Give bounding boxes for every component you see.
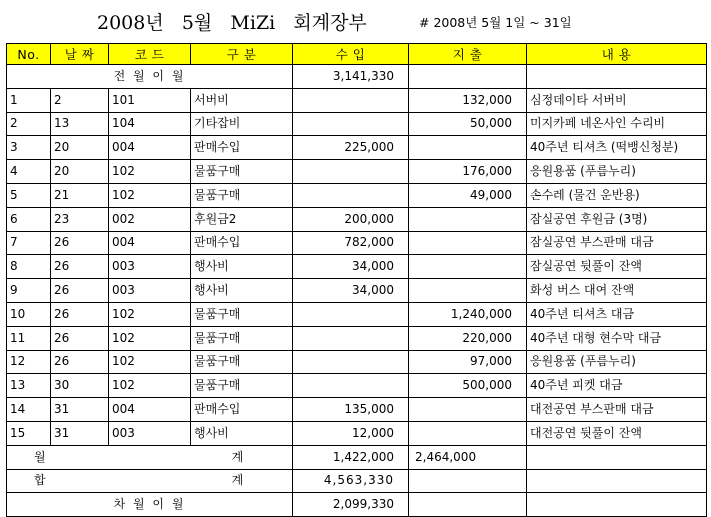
row-content: 잠실공연 뒷풀이 잔액 bbox=[527, 255, 707, 279]
row-category: 후원금2 bbox=[191, 207, 293, 231]
header-code: 코 드 bbox=[109, 44, 191, 65]
row-category: 기타잡비 bbox=[191, 112, 293, 136]
row-expense: 1,240,000 bbox=[409, 302, 527, 326]
header-category: 구 분 bbox=[191, 44, 293, 65]
row-no: 4 bbox=[7, 160, 51, 184]
row-category: 행사비 bbox=[191, 279, 293, 303]
carry-out-expense bbox=[409, 493, 527, 517]
carry-out-content bbox=[527, 493, 707, 517]
row-income: 782,000 bbox=[293, 231, 409, 255]
table-row bbox=[7, 136, 707, 160]
row-expense: 97,000 bbox=[409, 350, 527, 374]
row-date: 20 bbox=[51, 136, 109, 160]
header-no: No. bbox=[7, 44, 51, 65]
table-row bbox=[7, 279, 707, 303]
row-category: 물품구매 bbox=[191, 374, 293, 398]
table-row bbox=[7, 183, 707, 207]
row-date: 30 bbox=[51, 374, 109, 398]
table-row bbox=[7, 88, 707, 112]
table-row bbox=[7, 302, 707, 326]
table-row bbox=[7, 374, 707, 398]
table-row bbox=[7, 350, 707, 374]
row-income bbox=[293, 302, 409, 326]
carry-in-income: 3,141,330 bbox=[293, 65, 409, 89]
row-no: 6 bbox=[7, 207, 51, 231]
row-expense: 500,000 bbox=[409, 374, 527, 398]
row-expense: 220,000 bbox=[409, 326, 527, 350]
row-content: 40주년 티셔츠 대금 bbox=[527, 302, 707, 326]
row-expense: 50,000 bbox=[409, 112, 527, 136]
row-date: 26 bbox=[51, 326, 109, 350]
row-category: 물품구매 bbox=[191, 183, 293, 207]
row-code: 003 bbox=[109, 279, 191, 303]
row-content: 응원용품 (푸름누리) bbox=[527, 160, 707, 184]
row-no: 14 bbox=[7, 398, 51, 422]
row-code: 101 bbox=[109, 88, 191, 112]
row-date: 26 bbox=[51, 231, 109, 255]
row-content: 심정데이타 서버비 bbox=[527, 88, 707, 112]
row-no: 5 bbox=[7, 183, 51, 207]
grand-total-row bbox=[7, 469, 707, 493]
row-income bbox=[293, 160, 409, 184]
row-category: 서버비 bbox=[191, 88, 293, 112]
table-row bbox=[7, 160, 707, 184]
table-row bbox=[7, 421, 707, 445]
carry-in-row bbox=[7, 65, 707, 89]
row-income bbox=[293, 326, 409, 350]
row-code: 104 bbox=[109, 112, 191, 136]
row-income bbox=[293, 183, 409, 207]
row-date: 26 bbox=[51, 255, 109, 279]
carry-out-income: 2,099,330 bbox=[293, 493, 409, 517]
monthly-total-income: 1,422,000 bbox=[293, 445, 409, 469]
row-date: 23 bbox=[51, 207, 109, 231]
row-category: 행사비 bbox=[191, 421, 293, 445]
row-expense bbox=[409, 279, 527, 303]
row-income bbox=[293, 112, 409, 136]
row-no: 15 bbox=[7, 421, 51, 445]
row-income: 225,000 bbox=[293, 136, 409, 160]
row-code: 102 bbox=[109, 183, 191, 207]
ledger-rows bbox=[7, 88, 707, 445]
row-code: 102 bbox=[109, 350, 191, 374]
row-no: 9 bbox=[7, 279, 51, 303]
header-expense: 지 출 bbox=[409, 44, 527, 65]
grand-total-label: 합 계 bbox=[7, 469, 293, 493]
header-date: 날 짜 bbox=[51, 44, 109, 65]
monthly-total-content bbox=[527, 445, 707, 469]
monthly-total-expense: 2,464,000 bbox=[409, 445, 527, 469]
row-code: 004 bbox=[109, 136, 191, 160]
row-code: 102 bbox=[109, 326, 191, 350]
row-income: 135,000 bbox=[293, 398, 409, 422]
row-no: 13 bbox=[7, 374, 51, 398]
row-content: 화성 버스 대여 잔액 bbox=[527, 279, 707, 303]
row-code: 003 bbox=[109, 421, 191, 445]
header-income: 수 입 bbox=[293, 44, 409, 65]
row-expense bbox=[409, 207, 527, 231]
row-income: 34,000 bbox=[293, 279, 409, 303]
row-content: 대전공연 부스판매 대금 bbox=[527, 398, 707, 422]
row-expense bbox=[409, 421, 527, 445]
row-income bbox=[293, 374, 409, 398]
row-date: 26 bbox=[51, 350, 109, 374]
row-content: 미지카페 네온사인 수리비 bbox=[527, 112, 707, 136]
row-no: 7 bbox=[7, 231, 51, 255]
ledger-table bbox=[6, 43, 707, 517]
row-content: 손수레 (물건 운반용) bbox=[527, 183, 707, 207]
row-no: 8 bbox=[7, 255, 51, 279]
row-income bbox=[293, 88, 409, 112]
table-row bbox=[7, 255, 707, 279]
row-expense: 176,000 bbox=[409, 160, 527, 184]
carry-out-label: 차 월 이 월 bbox=[7, 493, 293, 517]
table-row bbox=[7, 326, 707, 350]
row-income: 12,000 bbox=[293, 421, 409, 445]
row-expense: 132,000 bbox=[409, 88, 527, 112]
row-category: 판매수입 bbox=[191, 231, 293, 255]
table-row bbox=[7, 398, 707, 422]
ledger-period: # 2008년 5월 1일 ~ 31일 bbox=[419, 15, 572, 30]
row-category: 판매수입 bbox=[191, 136, 293, 160]
monthly-total-row bbox=[7, 445, 707, 469]
row-date: 31 bbox=[51, 398, 109, 422]
table-row bbox=[7, 112, 707, 136]
row-category: 판매수입 bbox=[191, 398, 293, 422]
grand-total-income: 4,563,330 bbox=[293, 469, 409, 493]
row-expense: 49,000 bbox=[409, 183, 527, 207]
row-code: 102 bbox=[109, 302, 191, 326]
carry-in-content bbox=[527, 65, 707, 89]
ledger-title-text: 2008년 5월 MiZi 회계장부 bbox=[97, 12, 367, 34]
header-content: 내 용 bbox=[527, 44, 707, 65]
grand-total-content bbox=[527, 469, 707, 493]
row-date: 26 bbox=[51, 279, 109, 303]
row-code: 003 bbox=[109, 255, 191, 279]
row-no: 10 bbox=[7, 302, 51, 326]
row-no: 3 bbox=[7, 136, 51, 160]
row-no: 12 bbox=[7, 350, 51, 374]
row-content: 40주년 대형 현수막 대금 bbox=[527, 326, 707, 350]
row-income: 200,000 bbox=[293, 207, 409, 231]
table-row bbox=[7, 231, 707, 255]
row-no: 1 bbox=[7, 88, 51, 112]
monthly-total-label: 월 계 bbox=[7, 445, 293, 469]
row-date: 31 bbox=[51, 421, 109, 445]
row-expense bbox=[409, 231, 527, 255]
row-no: 11 bbox=[7, 326, 51, 350]
row-category: 물품구매 bbox=[191, 326, 293, 350]
row-category: 물품구매 bbox=[191, 160, 293, 184]
row-category: 행사비 bbox=[191, 255, 293, 279]
carry-in-expense bbox=[409, 65, 527, 89]
table-row bbox=[7, 207, 707, 231]
row-income: 34,000 bbox=[293, 255, 409, 279]
ledger-title bbox=[0, 0, 711, 42]
row-category: 물품구매 bbox=[191, 350, 293, 374]
carry-out-row bbox=[7, 493, 707, 517]
row-content: 40주년 피켓 대금 bbox=[527, 374, 707, 398]
row-no: 2 bbox=[7, 112, 51, 136]
row-content: 잠실공연 부스판매 대금 bbox=[527, 231, 707, 255]
row-code: 102 bbox=[109, 374, 191, 398]
row-date: 2 bbox=[51, 88, 109, 112]
row-date: 21 bbox=[51, 183, 109, 207]
row-content: 응원용품 (푸름누리) bbox=[527, 350, 707, 374]
row-expense bbox=[409, 136, 527, 160]
row-code: 002 bbox=[109, 207, 191, 231]
row-date: 26 bbox=[51, 302, 109, 326]
header-row bbox=[7, 44, 707, 65]
row-content: 대전공연 뒷풀이 잔액 bbox=[527, 421, 707, 445]
row-code: 004 bbox=[109, 231, 191, 255]
row-content: 40주년 티셔츠 (떡뱅신청분) bbox=[527, 136, 707, 160]
row-expense bbox=[409, 255, 527, 279]
row-code: 004 bbox=[109, 398, 191, 422]
row-category: 물품구매 bbox=[191, 302, 293, 326]
grand-total-expense bbox=[409, 469, 527, 493]
row-date: 20 bbox=[51, 160, 109, 184]
carry-in-label: 전 월 이 월 bbox=[7, 65, 293, 89]
row-content: 잠실공연 후원금 (3명) bbox=[527, 207, 707, 231]
row-income bbox=[293, 350, 409, 374]
row-code: 102 bbox=[109, 160, 191, 184]
row-date: 13 bbox=[51, 112, 109, 136]
row-expense bbox=[409, 398, 527, 422]
